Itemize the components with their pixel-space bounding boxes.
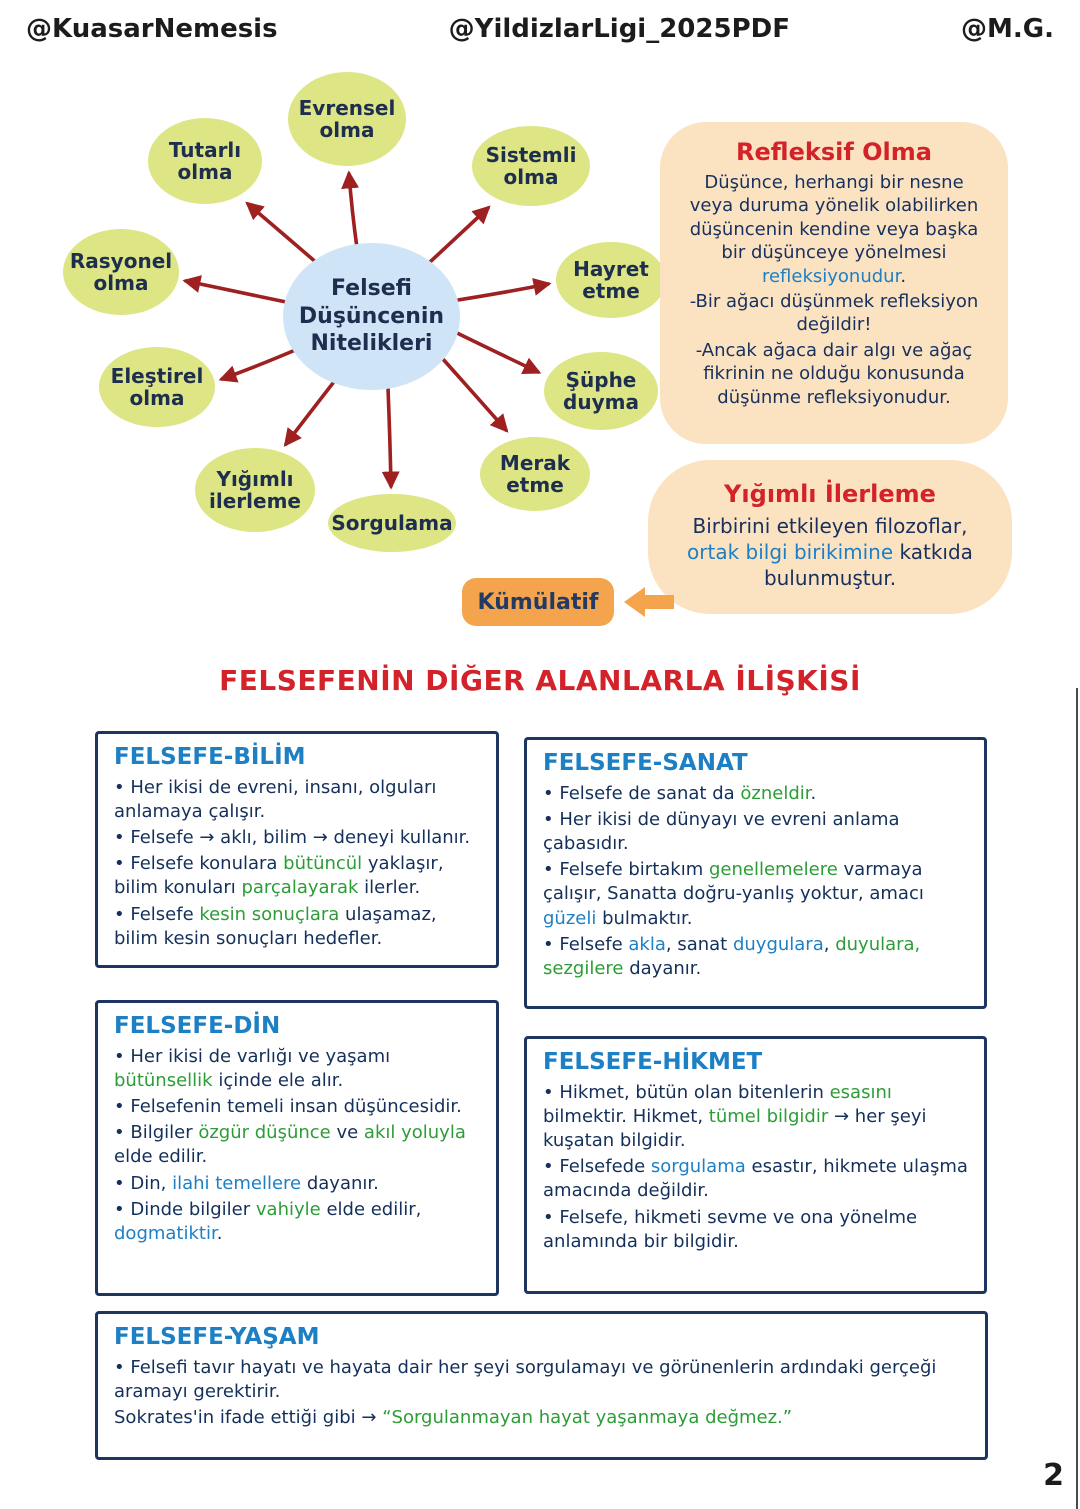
bullet-item: • Felsefede sorgulama esastır, hikmete ulaşma amacında değildir. xyxy=(543,1156,968,1202)
handle-right: @M.G. xyxy=(961,14,1054,44)
bullet-item: • Felsefe de sanat da özneldir. xyxy=(543,783,817,804)
infobox-title: FELSEFE-YAŞAM xyxy=(114,1324,320,1350)
callout-paragraph: Düşünce, herhangi bir nesne veya duruma yönelik olabilirken düşüncenin kendine veya başka bir düşünceye yönelmesi refleksiyonudur. xyxy=(689,172,979,287)
mindmap-node-evrensel-olma xyxy=(288,72,406,166)
page-number: 2 xyxy=(1043,1458,1064,1493)
bullet-item: • Felsefe birtakım genellemelere varmaya çalışır, Sanatta doğru-yanlış yoktur, amacı güzeli bulmaktır. xyxy=(543,859,924,929)
arrow-to-tutarli xyxy=(248,204,318,264)
infobox-felsefe-din xyxy=(95,1000,499,1296)
bullet-item: • Her ikisi de dünyayı ve evreni anlama çabasıdır. xyxy=(543,809,900,855)
mindmap-node-elestirel-olma xyxy=(99,347,215,427)
infobox-title: FELSEFE-SANAT xyxy=(543,750,748,776)
mindmap-node-sistemli-olma xyxy=(472,126,590,206)
node-label: Evrensel olma xyxy=(298,95,396,142)
arrow-to-rasyonel xyxy=(186,281,286,302)
handle-center: @YildizlarLigi_2025PDF xyxy=(448,14,790,44)
bullet-item: • Bilgiler özgür düşünce ve akıl yoluyla elde edilir. xyxy=(114,1122,466,1168)
arrow-to-evrensel xyxy=(349,174,357,248)
bullet-item: • Dinde bilgiler vahiyle elde edilir, dogmatiktir. xyxy=(114,1198,422,1244)
bullet-item: • Felsefe, hikmeti sevme ve ona yönelme anlamında bir bilgidir. xyxy=(543,1206,918,1252)
kumulatif-label: Kümülatif xyxy=(477,589,599,615)
infobox-title: FELSEFE-HİKMET xyxy=(543,1049,763,1075)
mindmap-node-sorgulama xyxy=(328,494,456,552)
mindmap-node-hayret-etme xyxy=(556,242,666,318)
mindmap-node-yigimli-ilerleme xyxy=(195,448,315,532)
infobox-felsefe-hikmet xyxy=(524,1036,987,1294)
callout-yigimli-ilerleme xyxy=(648,460,1012,614)
mindmap-node-tutarli-olma xyxy=(148,118,262,204)
mindmap-node-merak-etme xyxy=(480,437,590,511)
bullet-item: • Her ikisi de varlığı ve yaşamı bütünsellik içinde ele alır. xyxy=(114,1046,391,1092)
node-label: Hayret etme xyxy=(573,256,649,303)
left-arrow-icon xyxy=(622,586,674,618)
callout-paragraph: Birbirini etkileyen filozoflar, ortak bilgi birikimine katkıda bulunmuştur. xyxy=(687,514,973,590)
bullet-item: • Hikmet, bütün olan bitenlerin esasını bilmektir. Hikmet, tümel bilgidir → her şeyi kuşatan bilgidir. xyxy=(543,1082,927,1152)
section-heading: FELSEFENİN DİĞER ALANLARLA İLİŞKİSİ xyxy=(219,664,861,697)
handle-left: @KuasarNemesis xyxy=(26,14,278,44)
infobox-felsefe-sanat xyxy=(524,737,987,1009)
bullet-item: Sokrates'in ifade ettiği gibi → “Sorgulanmayan hayat yaşanmaya değmez.” xyxy=(114,1407,793,1429)
page-edge-line xyxy=(1076,688,1078,1509)
node-label: Merak etme xyxy=(499,450,571,497)
arrow-to-sistemli xyxy=(430,208,488,262)
arrow-to-sorgulama xyxy=(388,388,391,486)
kumulatif-pill xyxy=(462,578,614,626)
node-label: Rasyonel olma xyxy=(69,248,173,295)
infobox-title: FELSEFE-DİN xyxy=(114,1013,281,1039)
mindmap-center-node xyxy=(283,243,460,390)
infobox-felsefe-yasam xyxy=(95,1311,988,1460)
node-label: Eleştirel olma xyxy=(110,363,204,410)
callout-paragraph: -Ancak ağaca dair algı ve ağaç fikrinin ne olduğu konusunda düşünme refleksiyonudur. xyxy=(695,339,973,408)
arrow-to-elestirel xyxy=(222,348,300,379)
infobox-title: FELSEFE-BİLİM xyxy=(114,744,306,770)
bullet-item: • Felsefe konulara bütüncül yaklaşır, bilim konuları parçalayarak ilerler. xyxy=(114,853,444,899)
infobox-felsefe-bilim xyxy=(95,731,499,968)
node-label: Şüphe duyma xyxy=(563,367,639,414)
arrow-to-yigimli xyxy=(286,374,340,444)
mindmap-center-label: Felsefi Düşüncenin Nitelikleri xyxy=(298,276,445,357)
arrow-to-suphe xyxy=(455,332,538,372)
node-label: Yığımlı ilerleme xyxy=(209,466,301,513)
arrow-to-merak xyxy=(442,358,506,430)
callout-title: Refleksif Olma xyxy=(736,138,932,166)
callout-paragraph: -Bir ağacı düşünmek refleksiyon değildir! xyxy=(689,290,979,336)
bullet-item: • Her ikisi de evreni, insanı, olguları anlamaya çalışır. xyxy=(114,777,437,823)
node-label: Sistemli olma xyxy=(485,142,577,189)
bullet-item: • Felsefe akla, sanat duygulara, duyulara, sezgilere dayanır. xyxy=(543,933,921,979)
bullet-item: • Felsefe → aklı, bilim → deneyi kullanır. xyxy=(114,827,471,849)
bullet-item: • Felsefi tavır hayatı ve hayata dair her şeyi sorgulamayı ve görünenlerin ardındaki gerçeği aramayı gerektirir. xyxy=(114,1357,937,1403)
node-label: Sorgulama xyxy=(331,510,453,535)
callout-refleksif-olma xyxy=(660,122,1008,444)
header xyxy=(0,14,1080,44)
callout-body xyxy=(680,171,988,409)
bullet-item: • Felsefenin temeli insan düşüncesidir. xyxy=(114,1096,462,1118)
mindmap-node-suphe-duyma xyxy=(544,352,658,430)
callout-title: Yığımlı İlerleme xyxy=(724,480,936,508)
mindmap-node-rasyonel-olma xyxy=(63,229,179,315)
bullet-item: • Felsefe kesin sonuçlara ulaşamaz, bilim kesin sonuçları hedefler. xyxy=(114,903,437,949)
arrow-to-hayret xyxy=(458,284,548,300)
callout-body xyxy=(668,513,992,591)
node-label: Tutarlı olma xyxy=(168,137,242,184)
bullet-item: • Din, ilahi temellere dayanır. xyxy=(114,1172,379,1194)
